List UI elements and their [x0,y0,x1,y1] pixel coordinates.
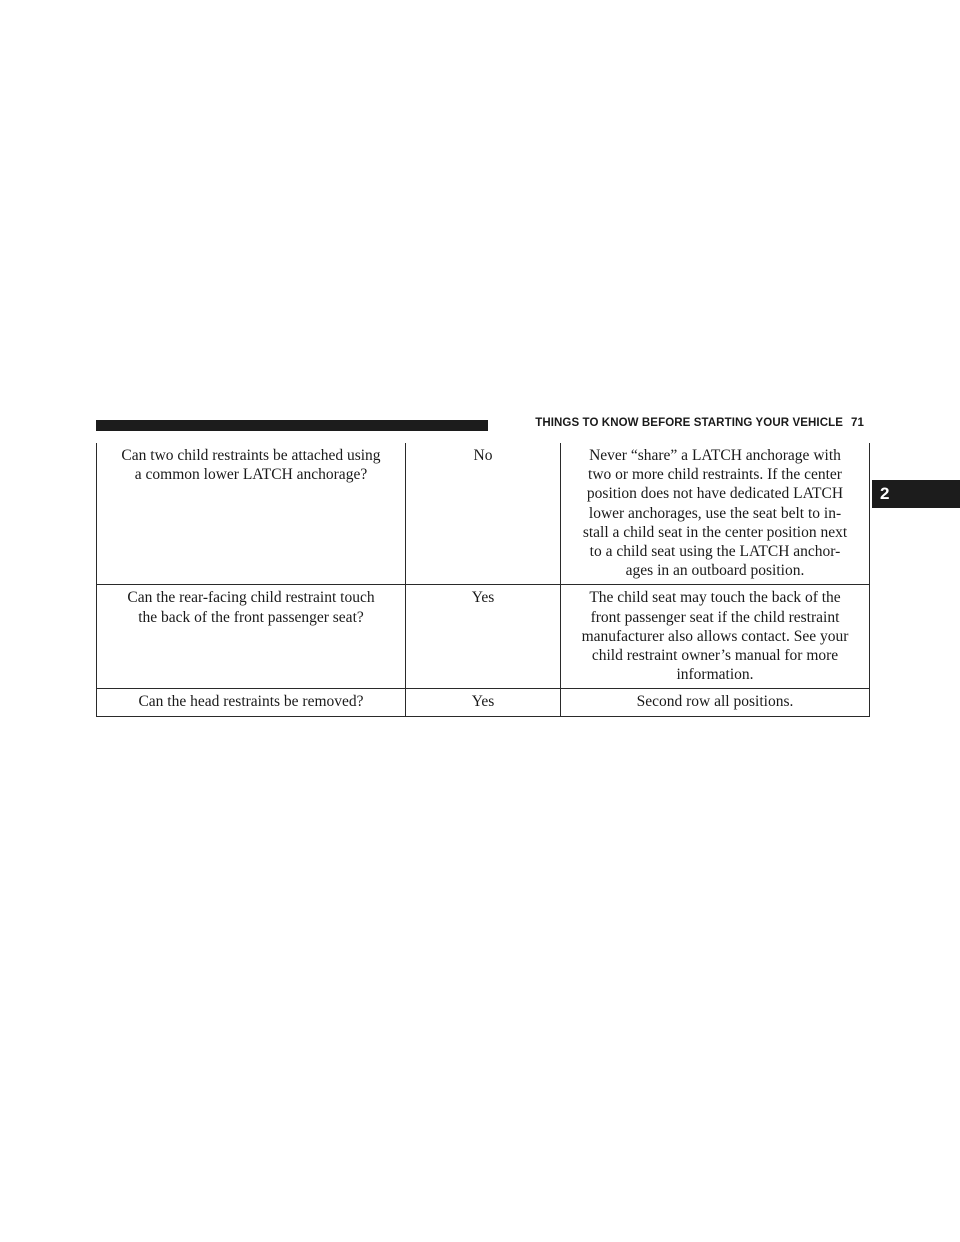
comment-line: ages in an outboard position. [625,562,805,580]
answer-text: Yes [471,693,495,711]
comment-line: Never “share” a LATCH anchorage with [589,447,841,464]
comment-line: child restraint owner’s manual for more [591,647,839,665]
question-cell [97,443,406,585]
comment-line: to a child seat using the LATCH anchor- [589,543,841,561]
latch-faq-table [96,443,870,717]
table-row [97,689,870,716]
comment-line: The child seat may touch the back of the [589,589,841,607]
answer-text: No [473,447,493,464]
comment-cell [561,689,870,716]
question-line: Can two child restraints be attached using [121,447,381,464]
comment-line: lower anchorages, use the seat belt to in- [588,504,842,522]
comment-line: position does not have dedicated LATCH [586,485,844,503]
chapter-number: 2 [880,484,890,503]
table-row [97,443,870,585]
section-title: THINGS TO KNOW BEFORE STARTING YOUR VEHICLE [535,417,843,429]
question-cell [97,585,406,689]
chapter-tab [872,480,960,508]
running-header [502,417,864,429]
question-line: Can the head restraints be removed? [138,693,364,711]
comment-line: front passenger seat if the child restraint [590,608,840,626]
comment-line: manufacturer also allows contact. See your [581,627,849,645]
page-number: 71 [851,417,864,429]
answer-cell [406,689,561,716]
table-row [97,585,870,689]
comment-line: Second row all positions. [636,693,794,711]
comment-line: stall a child seat in the center position next [582,523,848,541]
comment-cell [561,443,870,585]
question-line: Can the rear-facing child restraint touch [127,589,375,607]
answer-cell [406,585,561,689]
comment-cell [561,585,870,689]
question-line: a common lower LATCH anchorage? [134,466,368,484]
question-line: the back of the front passenger seat? [138,608,364,626]
header-rule-bar [96,420,488,431]
answer-cell [406,443,561,585]
answer-text: Yes [471,589,495,607]
comment-line: information. [676,666,754,684]
comment-line: two or more child restraints. If the center [588,466,842,484]
question-cell [97,689,406,716]
